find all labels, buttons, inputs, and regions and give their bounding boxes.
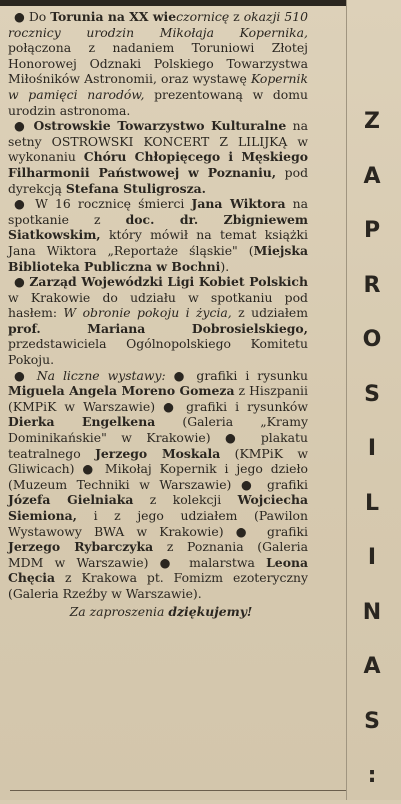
side-title-letter: A: [363, 654, 381, 679]
top-print-strip: [0, 0, 346, 6]
announcement-4: [8, 274, 308, 368]
announcement-5: [8, 368, 308, 602]
announcement-text-segment: Torunia na XX wie: [50, 9, 177, 24]
announcement-1: [8, 9, 308, 118]
announcement-text-segment: (KMPiK w Gliwicach) ● Mikołaj Kopernik i jego dzieło (Muzeum Techniki w Warszawie) ● grafiki: [8, 445, 308, 492]
side-title-letter: A: [363, 163, 381, 189]
announcement-text-segment: pod dyrekcją: [8, 164, 308, 196]
side-title-letter: I: [367, 545, 377, 570]
announcement-text-segment: Jana Wiktora: [191, 196, 286, 212]
announcement-text-segment: z Krakowa pt. Fomizm ezoteryczny (Galeria Rzeźby w Warszawie).: [8, 570, 308, 601]
announcement-text-segment: Stefana Stuligrosza.: [65, 180, 206, 196]
announcement-text-segment: z kolekcji: [133, 492, 238, 508]
announcement-text-segment: Na liczne wystawy:: [36, 367, 166, 383]
announcement-text-segment: W obronie pokoju i życia,: [63, 305, 232, 321]
closing-lead: Za zaproszenia: [69, 603, 169, 619]
closing-thanks-word: dziękujemy!: [168, 603, 253, 619]
announcement-text-segment: Leona Chęcia: [8, 554, 308, 586]
announcement-text-segment: Dierka Engelkena: [8, 414, 156, 430]
announcement-2: [8, 118, 308, 196]
announcement-text-segment: okazji 510 rocznicy urodzin Mikołaja Kopernika,: [8, 9, 309, 40]
bottom-rule: [10, 790, 346, 791]
announcement-text-segment: Jerzego Moskala: [95, 445, 221, 461]
announcement-text-segment: na setny OSTROWSKI KONCERT Z LILIJKĄ w wykonaniu: [8, 118, 308, 165]
announcement-text-segment: Zarząd Wojewódzki Ligi Kobiet Polskich: [29, 274, 308, 290]
side-title-letter: R: [363, 272, 381, 298]
announcement-text-segment: ).: [220, 258, 230, 274]
announcement-text-segment: Wojciecha Siemiona,: [8, 492, 308, 523]
side-title-letter: S: [364, 381, 380, 407]
closing-thanks: [8, 604, 308, 620]
side-title-letter: L: [364, 490, 380, 516]
announcement-text-segment: z: [229, 9, 244, 24]
announcement-text-segment: (Galeria „Kramy Dominikańskie" w Krakowie) ● plakatu teatralnego: [8, 414, 308, 461]
announcement-text-segment: ● grafiki i rysunku: [165, 367, 308, 383]
announcement-text-segment: Miejska Biblioteka Publiczna w Bochni: [8, 242, 308, 274]
side-title-letter: :: [367, 763, 377, 788]
side-title-letter: P: [363, 218, 381, 243]
announcement-text-segment: ●: [14, 118, 34, 134]
side-title-letter: I: [367, 436, 377, 461]
announcement-text-segment: prof. Mariana Dobrosielskiego,: [8, 320, 308, 336]
announcement-text-segment: czornicę: [176, 9, 230, 24]
announcement-text-segment: doc. dr. Zbigniewem Siatkowskim,: [8, 211, 308, 243]
announcement-text-segment: i z jego udziałem (Pawilon Wystawowy BWA w Krakowie) ● grafiki: [8, 508, 308, 539]
announcements-column: [8, 9, 308, 619]
announcement-text-segment: Ostrowskie Towarzystwo Kulturalne: [33, 118, 287, 134]
side-title-letter: N: [362, 599, 382, 625]
announcement-text-segment: ●: [14, 274, 30, 290]
column-divider: [346, 0, 347, 800]
announcement-text-segment: Miguela Angela Moreno Gomeza: [8, 383, 235, 399]
announcement-text-segment: prezentowaną w domu urodzin astronoma.: [8, 86, 309, 118]
side-title-letter: S: [364, 708, 380, 734]
side-title-letter: Z: [364, 109, 380, 134]
announcement-text-segment: z Poznania (Galeria MDM w Warszawie) ● malarstwa: [8, 539, 308, 570]
announcement-text-segment: Chóru Chłopięcego i Męskiego Filharmonii Państwowej w Poznaniu,: [8, 149, 308, 180]
announcement-text-segment: z Hiszpanii (KMPiK w Warszawie) ● grafiki i rysunków: [8, 383, 308, 414]
announcement-text-segment: ● W 16 rocznicę śmierci: [14, 196, 192, 212]
announcement-text-segment: Józefa Gielniaka: [8, 492, 134, 508]
announcement-text-segment: Kopernik w pamięci narodów,: [8, 71, 308, 102]
announcement-text-segment: z udziałem: [231, 305, 308, 321]
announcement-text-segment: w Krakowie do udziału w spotkaniu pod hasłem:: [8, 289, 308, 321]
announcement-text-segment: na spotkanie z: [8, 196, 308, 227]
announcement-text-segment: Jerzego Rybarczyka: [8, 539, 154, 555]
announcement-text-segment: połączona z nadaniem Toruniowi Złotej Honorowej Odznaki Polskiego Towarzystwa Miłośników Astronomii, oraz wystawę: [8, 40, 308, 87]
side-title-letter: O: [362, 327, 382, 352]
announcement-text-segment: ● Do: [14, 9, 51, 24]
announcement-text-segment: który mówił na temat książki Jana Wiktora „Reportaże śląskie" (: [8, 227, 308, 258]
announcement-text-segment: ●: [14, 367, 37, 383]
announcement-text-segment: przedstawiciela Ogólnopolskiego Komitetu Pokoju.: [8, 336, 308, 368]
side-title: [355, 95, 389, 804]
announcement-3: [8, 196, 308, 274]
